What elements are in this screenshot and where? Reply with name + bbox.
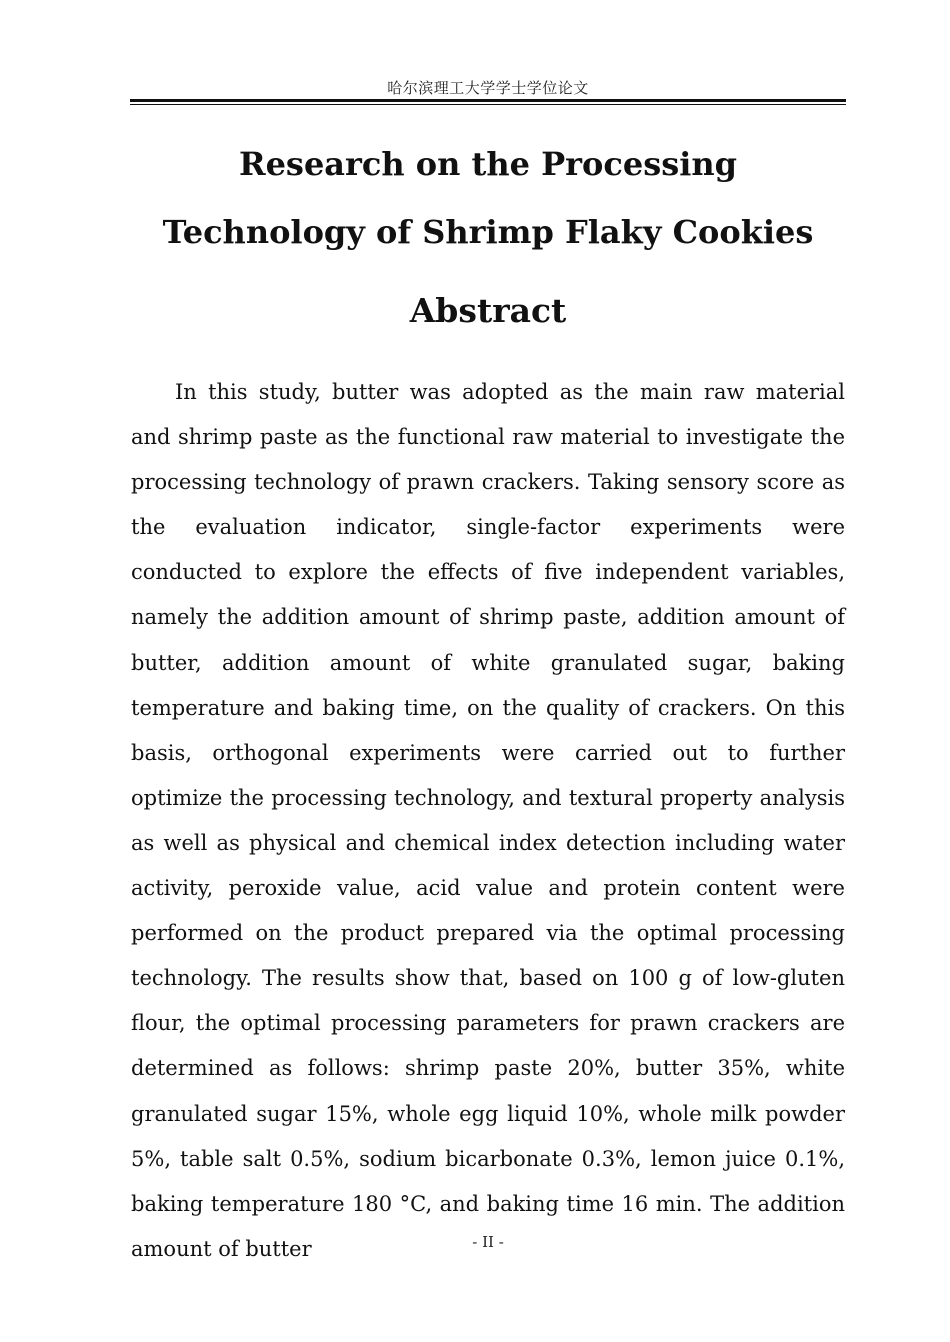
abstract-body: In this study, butter was adopted as the main raw material and shrimp paste as the functional raw material to investigate the processing technology of prawn crackers. Taking sensory score as the evaluation indicator, single-factor experiments were conducted to explore the effects of five independent variables, namely the addition amount of shrimp paste, addition amount of butter, addition amount of white granulated sugar, baking temperature and baking time, on the quality of crackers. On this basis, orthogonal experiments were carried out to further optimize the processing technology, and textural property analysis as well as physical and chemical index detection including water activity, peroxide value, acid value and protein content were performed on the product prepared via the optimal processing technology. The results show that, based on 100 g of low-gluten flour, the optimal processing parameters for prawn crackers are determined as follows: shrimp paste 20%, butter 35%, white granulated sugar 15%, whole egg liquid 10%, whole milk powder 5%, table salt 0.5%, sodium bicarbonate 0.3%, lemon juice 0.1%, baking temperature 180 °C, and baking time 16 min. The addition amount of butter [131,380,845,1261]
page-number: - II - [472,1233,504,1251]
header-rule-thick [130,99,846,102]
header-rule-thin [130,104,846,105]
running-header: 哈尔滨理工大学学士学位论文 [387,79,589,97]
title-line-1: Research on the Processing [238,145,738,183]
thesis-title [130,130,846,266]
title-line-2: Technology of Shrimp Flaky Cookies [162,213,814,251]
abstract-heading: Abstract [409,291,567,330]
